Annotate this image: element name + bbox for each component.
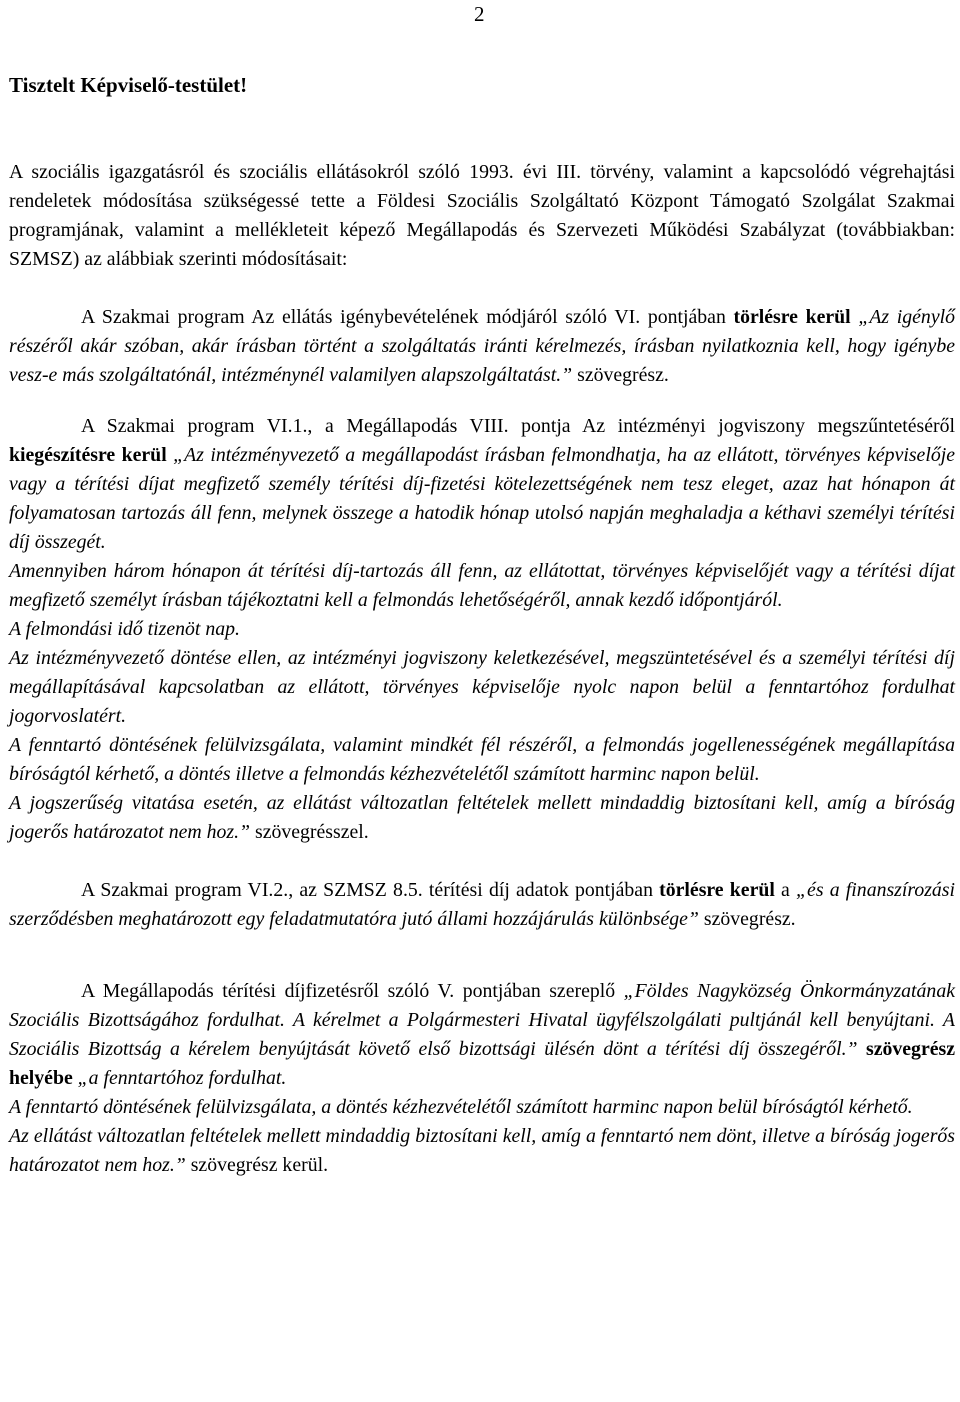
document-body <box>9 158 955 1180</box>
amendment-2-quote-p1: „Az intézményvezető a megállapodást írásban felmondhatja, ha az ellátott, törvényes képviselője vagy a térítési díjat megfizető személy térítési díj-fizetési kötelezettségének nem tesz eleget, azaz hat hónapon át folyamatosan tartozás áll fenn, melynek összege a hatodik hónap utolsó napján meghaladja a kéthavi személyi térítési díj összegét. <box>9 444 955 553</box>
amendment-4-action: szövegrész helyébe <box>9 1038 955 1089</box>
salutation-heading: Tisztelt Képviselő-testület! <box>9 73 248 97</box>
amendment-2-action: kiegészítésre kerül <box>9 444 167 466</box>
amendment-4-new-p3: Az ellátást változatlan feltételek mellett mindaddig biztosítani kell, amíg a fenntartó nem dönt, illetve a bíróság jogerős határozatot nem hoz.” <box>9 1125 955 1176</box>
amendment-3-mid: a <box>774 879 797 901</box>
amendment-4-new-p1: „a fenntartóhoz fordulhat. <box>72 1067 287 1089</box>
amendment-2-quote-p2: Amennyiben három hónapon át térítési díj-tartozás áll fenn, az ellátottat, törvényes képviselőjét vagy a térítési díjat megfizető személyt írásban tájékoztatni kell a felmondás lehetőségéről, annak kezdő időpontjáról. <box>9 560 955 611</box>
amendment-1 <box>9 303 955 390</box>
intro-paragraph: A szociális igazgatásról és szociális ellátásokról szóló 1993. évi III. törvény, valamint a kapcsolódó végrehajtási rendeletek módosítása szükségessé tette a Földesi Szociális Szolgáltató Központ Támogató Szolgálat Szakmai programjának, valamint a mellékleteit képező Megállapodás és Szervezeti Működési Szabályzat (továbbiakban: SZMSZ) az alábbiak szerinti módosításait: <box>9 161 955 270</box>
amendment-2-quote-p3: A felmondási idő tizenöt nap. <box>9 618 240 640</box>
amendment-4-closing <box>9 1122 955 1180</box>
amendment-2 <box>9 412 955 557</box>
amendment-2-lead: A Szakmai program VI.1., a Megállapodás VIII. pontja Az intézményi jogviszony megszűntetéséről <box>81 415 955 437</box>
amendment-3-quote: „és a finanszírozási szerződésben meghatározott egy feladatmutatóra jutó állami hozzájárulás különbsége” <box>9 879 956 930</box>
amendment-2-quote-p6: A jogszerűség vitatása esetén, az ellátást változatlan feltételek mellett mindaddig biztosítani kell, amíg a bíróság jogerős határozatot nem hoz.” <box>9 792 955 843</box>
amendment-4-new-p2: A fenntartó döntésének felülvizsgálata, a döntés kézhezvételétől számított harminc napon belül bíróságtól kérhető. <box>9 1096 913 1118</box>
amendment-3-tail: szövegrész. <box>698 908 796 930</box>
amendment-4-tail: szövegrész kerül. <box>185 1154 329 1176</box>
amendment-2-closing <box>9 789 955 847</box>
amendment-3-lead: A Szakmai program VI.2., az SZMSZ 8.5. térítési díj adatok pontjában <box>81 879 660 901</box>
amendment-1-quote: „Az igénylő részéről akár szóban, akár írásban történt a szolgáltatás iránti kérelmezés, írásban nyilatkoznia kell, hogy igénybe vesz-e más szolgáltatónál, intézménynél valamilyen alapszolgáltatást.” <box>9 306 955 386</box>
amendment-1-lead: A Szakmai program Az ellátás igénybevételének módjáról szóló VI. pontjában <box>81 306 734 328</box>
amendment-1-tail: szövegrész. <box>572 364 669 386</box>
amendment-2-tail: szövegrésszel. <box>250 821 369 843</box>
page-number: 2 <box>474 2 485 26</box>
amendment-2-quote-p5: A fenntartó döntésének felülvizsgálata, valamint mindkét fél részéről, a felmondás jogellenességének megállapítása bíróságtól kérhető, a döntés illetve a felmondás kézhezvételétől számított harminc napon belül. <box>9 734 955 785</box>
amendment-3 <box>9 876 955 934</box>
amendment-4-lead: A Megállapodás térítési díjfizetésről szóló V. pontjában szereplő <box>81 980 624 1002</box>
amendment-4 <box>9 977 955 1093</box>
amendment-2-quote-p4: Az intézményvezető döntése ellen, az intézményi jogviszony keletkezésével, megszüntetésével és a személyi térítési díj megállapításával kapcsolatban az ellátott, törvényes képviselője nyolc napon belül a fenntartóhoz fordulhat jogorvoslatért. <box>9 647 955 727</box>
amendment-4-quote: „Földes Nagyközség Önkormányzatának Szociális Bizottságához fordulhat. A kérelmet a Polgármesteri Hivatal ügyfélszolgálati pultjánál kell benyújtani. A Szociális Bizottság a kérelem benyújtását követő első bizottsági ülésén dönt a térítési díj összegéről.” <box>9 980 955 1060</box>
amendment-1-action: törlésre kerül <box>733 306 851 328</box>
amendment-3-action: törlésre kerül <box>659 879 775 901</box>
